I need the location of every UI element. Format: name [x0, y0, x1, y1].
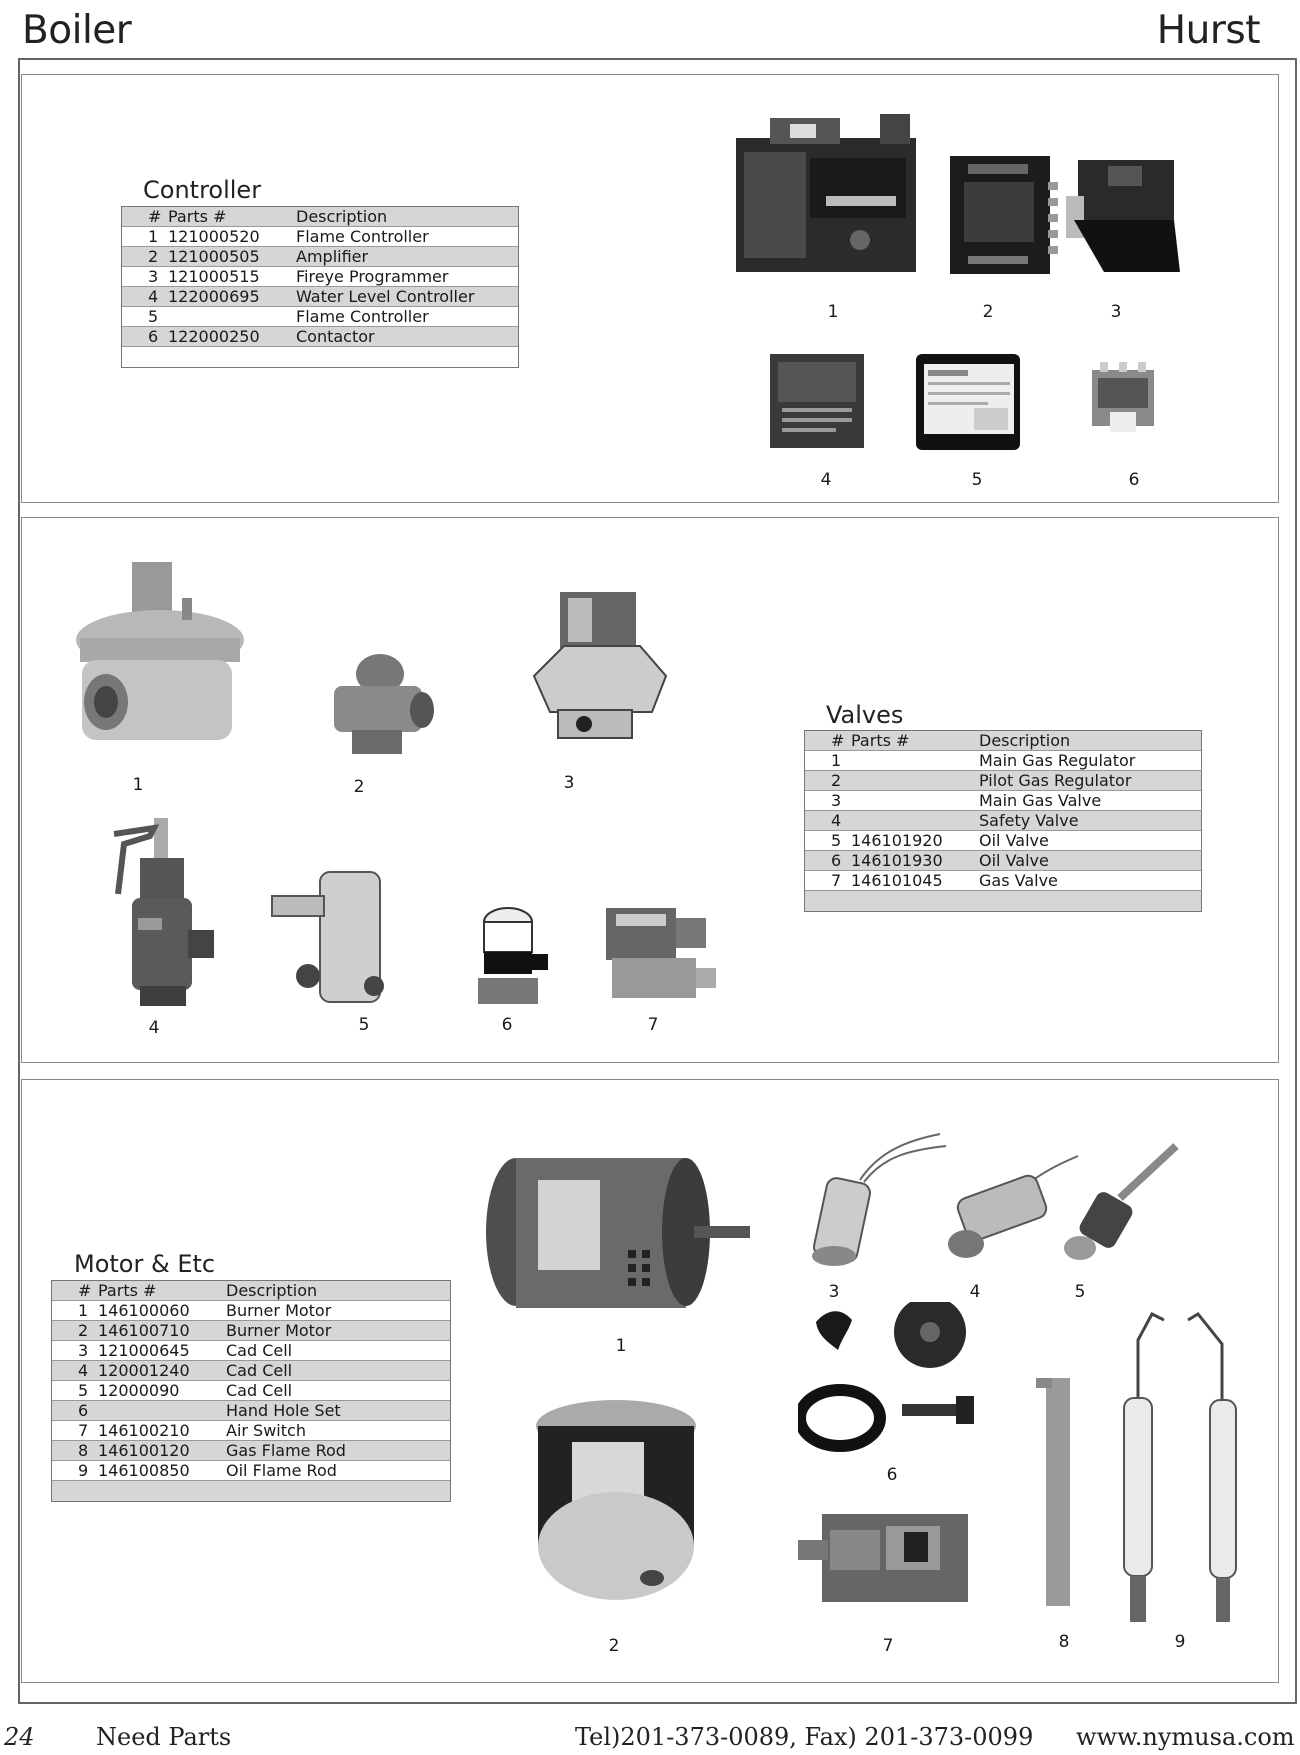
table-row	[122, 327, 518, 347]
table-row	[122, 287, 518, 307]
table-row	[52, 1421, 450, 1441]
controller-title: Controller	[143, 176, 262, 204]
item-number: 6	[78, 1401, 89, 1420]
part-number: Parts #	[168, 207, 227, 226]
table-row	[52, 1361, 450, 1381]
part-description: Safety Valve	[979, 811, 1079, 830]
item-number: 3	[78, 1341, 89, 1360]
part-description: Flame Controller	[296, 227, 429, 246]
safety-valve-photo	[84, 814, 218, 1010]
valves-photo-label: 2	[353, 777, 365, 797]
part-description: Hand Hole Set	[226, 1401, 341, 1420]
amplifier-photo	[948, 152, 1060, 278]
table-row-empty	[805, 891, 1201, 911]
item-number: 3	[148, 267, 159, 286]
item-number: 5	[148, 307, 159, 326]
controller-photo-label: 6	[1128, 470, 1140, 490]
water-level-controller-photo	[766, 350, 868, 452]
motor-photo-label: 4	[969, 1282, 981, 1302]
part-number: 146101045	[851, 871, 943, 890]
motor-photo-label: 5	[1074, 1282, 1086, 1302]
air-switch-photo	[794, 1510, 972, 1614]
motor-photo-label: 7	[882, 1636, 894, 1656]
part-description: Cad Cell	[226, 1361, 293, 1380]
item-number: 9	[78, 1461, 89, 1480]
part-number: 122000250	[168, 327, 260, 346]
item-number: 3	[831, 791, 842, 810]
part-description: Fireye Programmer	[296, 267, 449, 286]
part-description: Description	[979, 731, 1071, 750]
part-description: Amplifier	[296, 247, 369, 266]
controller-photo-label: 5	[971, 470, 983, 490]
part-description: Air Switch	[226, 1421, 306, 1440]
item-number: 8	[78, 1441, 89, 1460]
part-description: Oil Flame Rod	[226, 1461, 337, 1480]
part-description: Pilot Gas Regulator	[979, 771, 1132, 790]
motor-parts-table	[51, 1280, 451, 1502]
table-row	[805, 851, 1201, 871]
table-header-row	[52, 1281, 450, 1301]
controller-photo-label: 3	[1110, 302, 1122, 322]
part-number: 121000520	[168, 227, 260, 246]
valves-photo-label: 5	[358, 1015, 370, 1035]
item-number: 2	[148, 247, 159, 266]
controller-photo-label: 2	[982, 302, 994, 322]
brand-title: Hurst	[1156, 8, 1260, 53]
controller-parts-table	[121, 206, 519, 368]
part-description: Oil Valve	[979, 851, 1049, 870]
item-number: 7	[831, 871, 842, 890]
flame-controller-honeywell-photo	[914, 352, 1024, 452]
part-description: Oil Valve	[979, 831, 1049, 850]
part-number: 146101930	[851, 851, 943, 870]
item-number: 4	[78, 1361, 89, 1380]
item-number: 7	[78, 1421, 89, 1440]
part-number	[168, 307, 296, 326]
item-number: 1	[148, 227, 159, 246]
page-section-title: Boiler	[22, 8, 132, 53]
contactor-photo	[1084, 360, 1162, 436]
main-gas-valve-photo	[524, 584, 674, 746]
valves-parts-table	[804, 730, 1202, 912]
cad-cell-3-photo	[1060, 1142, 1186, 1266]
part-number	[851, 811, 979, 830]
motor-photo-label: 9	[1174, 1632, 1186, 1652]
item-number: 5	[831, 831, 842, 850]
item-number: 6	[148, 327, 159, 346]
motor-photo-label: 8	[1058, 1632, 1070, 1652]
oil-valve-photo	[262, 866, 390, 1012]
item-number: 5	[78, 1381, 89, 1400]
part-description: Cad Cell	[226, 1381, 293, 1400]
table-row	[122, 267, 518, 287]
controller-photo-label: 4	[820, 470, 832, 490]
table-row	[805, 871, 1201, 891]
part-number: 121000515	[168, 267, 260, 286]
table-header-row	[805, 731, 1201, 751]
part-description: Burner Motor	[226, 1301, 332, 1320]
table-row	[122, 227, 518, 247]
table-row	[805, 751, 1201, 771]
part-description: Cad Cell	[226, 1341, 293, 1360]
part-number: 12000090	[98, 1381, 180, 1400]
part-number: 146100060	[98, 1301, 190, 1320]
need-parts-text: Need Parts	[96, 1723, 232, 1751]
part-number: 146100850	[98, 1461, 190, 1480]
table-row-empty	[52, 1481, 450, 1501]
item-number: #	[78, 1281, 92, 1300]
contact-phone-fax: Tel)201-373-0089, Fax) 201-373-0099	[575, 1723, 1034, 1751]
part-description: Gas Flame Rod	[226, 1441, 346, 1460]
main-gas-regulator-photo	[72, 560, 248, 760]
gas-flame-rod-photo	[1032, 1374, 1076, 1612]
valves-photo-label: 1	[132, 775, 144, 795]
valves-photo-label: 6	[501, 1015, 513, 1035]
part-number: 121000505	[168, 247, 260, 266]
table-row	[122, 247, 518, 267]
cad-cell-2-photo	[940, 1152, 1080, 1262]
oil-flame-rod-photo	[1118, 1300, 1256, 1630]
motor-photo-label: 2	[608, 1636, 620, 1656]
controller-photo-label: 1	[827, 302, 839, 322]
motor-photo-label: 1	[615, 1336, 627, 1356]
motor-photo-label: 6	[886, 1465, 898, 1485]
table-row	[805, 791, 1201, 811]
page-number: 24	[4, 1723, 35, 1751]
part-number	[851, 771, 979, 790]
part-number: 121000645	[98, 1341, 190, 1360]
part-number: 146100210	[98, 1421, 190, 1440]
valves-photo-label: 4	[148, 1018, 160, 1038]
table-row	[52, 1301, 450, 1321]
part-number: Parts #	[851, 731, 910, 750]
part-number: 146101920	[851, 831, 943, 850]
part-description: Main Gas Regulator	[979, 751, 1136, 770]
part-number: 146100120	[98, 1441, 190, 1460]
table-row	[52, 1381, 450, 1401]
table-row	[52, 1401, 450, 1421]
table-row-empty	[122, 347, 518, 367]
part-number: 122000695	[168, 287, 260, 306]
part-description: Main Gas Valve	[979, 791, 1102, 810]
oil-valve-2-photo	[468, 904, 556, 1012]
gas-valve-photo	[598, 898, 720, 1010]
item-number: 2	[831, 771, 842, 790]
burner-motor-photo	[478, 1150, 754, 1320]
item-number: 6	[831, 851, 842, 870]
part-description: Flame Controller	[296, 307, 429, 326]
cad-cell-photo	[800, 1130, 950, 1266]
item-number: 2	[78, 1321, 89, 1340]
part-description: Description	[226, 1281, 318, 1300]
part-number	[851, 791, 979, 810]
table-row	[52, 1441, 450, 1461]
item-number: 1	[831, 751, 842, 770]
part-description: Contactor	[296, 327, 375, 346]
motor-title: Motor & Etc	[74, 1250, 216, 1278]
item-number: 1	[78, 1301, 89, 1320]
table-row	[52, 1321, 450, 1341]
part-number	[98, 1401, 226, 1420]
part-description: Water Level Controller	[296, 287, 475, 306]
hand-hole-set-photo	[798, 1302, 990, 1452]
motor-photo-label: 3	[828, 1282, 840, 1302]
item-number: #	[148, 207, 162, 226]
part-description: Gas Valve	[979, 871, 1058, 890]
part-description: Description	[296, 207, 388, 226]
table-row	[805, 771, 1201, 791]
part-number: 120001240	[98, 1361, 190, 1380]
valves-title: Valves	[826, 701, 904, 729]
table-row	[52, 1341, 450, 1361]
part-number: 146100710	[98, 1321, 190, 1340]
valves-photo-label: 7	[647, 1015, 659, 1035]
table-row	[805, 831, 1201, 851]
fireye-programmer-photo	[1064, 152, 1184, 280]
part-number	[851, 751, 979, 770]
website-link[interactable]: www.nymusa.com	[1076, 1723, 1295, 1751]
pilot-gas-regulator-photo	[322, 650, 434, 760]
table-row	[805, 811, 1201, 831]
burner-motor-2-photo	[528, 1396, 704, 1608]
table-row	[52, 1461, 450, 1481]
part-description: Burner Motor	[226, 1321, 332, 1340]
valves-photo-label: 3	[563, 773, 575, 793]
table-header-row	[122, 207, 518, 227]
part-number: Parts #	[98, 1281, 157, 1300]
item-number: 4	[831, 811, 842, 830]
item-number: 4	[148, 287, 159, 306]
item-number: #	[831, 731, 845, 750]
flame-controller-photo	[730, 108, 926, 278]
table-row	[122, 307, 518, 327]
